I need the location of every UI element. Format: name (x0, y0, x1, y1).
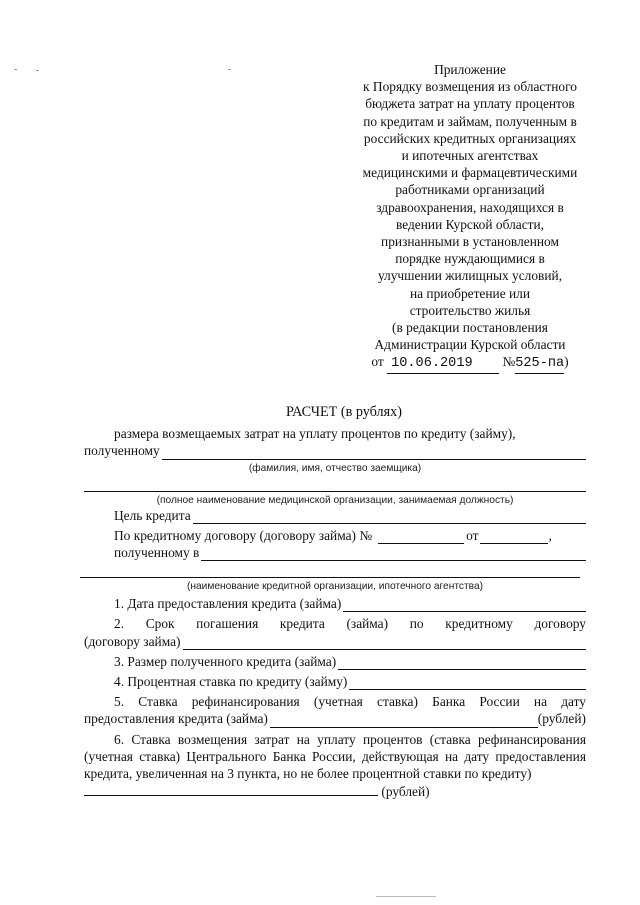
resolution-number: 525-па (515, 355, 564, 373)
item6-field[interactable] (84, 782, 378, 796)
lender-field[interactable] (80, 561, 580, 578)
date-prefix: от (371, 354, 384, 370)
purpose-label: Цель кредита (114, 507, 191, 523)
item5-row (84, 710, 586, 727)
appendix-line: к Порядку возмещения из областного (363, 79, 577, 95)
close-paren: ) (564, 354, 569, 370)
item1-label: 1. Дата предоставления кредита (займа) (114, 596, 342, 612)
item3-row (84, 653, 586, 670)
item1-field[interactable] (343, 598, 586, 612)
borrower-row (84, 442, 586, 459)
borrower-name-field[interactable] (162, 446, 586, 460)
contract-row (84, 527, 586, 544)
contract-comma: , (548, 527, 552, 543)
item3-field[interactable] (338, 656, 586, 670)
item2-field[interactable] (183, 636, 587, 650)
appendix-line: бюджета затрат на уплату процентов (365, 96, 575, 112)
appendix-line: и ипотечных агентствах (401, 148, 539, 164)
contract-date-field[interactable] (480, 530, 548, 544)
appendix-block (330, 61, 610, 374)
appendix-line: работниками организаций (395, 182, 545, 198)
item6-unit: (рублей) (381, 784, 430, 800)
received-in-row (84, 544, 586, 561)
contract-from-label: от (466, 527, 479, 543)
item1-row (84, 595, 586, 612)
appendix-date-line (330, 353, 610, 373)
item2-line1: 2. Срок погашения кредита (займа) по кредитному договору (114, 616, 586, 632)
purpose-field[interactable] (193, 510, 586, 524)
item6-text: 6. Ставка возмещения затрат на уплату процентов (ставка рефинансирования (учетная ставка) Центрального Банка России, действующая на дату предоставления кредита, увеличенная на 3 пункта, но не более процентной ставки по кредиту) (84, 731, 586, 782)
number-sign: № (502, 354, 516, 370)
received-in-label: полученному в (114, 545, 200, 561)
appendix-line: ведении Курской области, (395, 216, 544, 232)
appendix-line: признанными в установленном (381, 234, 559, 250)
form-title: РАСЧЕТ (в рублях) (286, 404, 402, 420)
received-in-field[interactable] (201, 547, 586, 561)
appendix-line: медицинскими и фармацевтическими (362, 165, 578, 181)
scan-speck (36, 70, 39, 71)
calculation-form (84, 404, 586, 800)
item5-field[interactable] (270, 714, 538, 728)
item3-label: 3. Размер полученного кредита (займа) (114, 653, 337, 669)
item2-row (84, 633, 586, 650)
item5-line2: предоставления кредита (займа) (84, 711, 268, 727)
received-label: полученному (84, 443, 160, 459)
scan-speck (376, 896, 436, 897)
appendix-line: порядке нуждающимися в (395, 251, 545, 267)
appendix-line: (в редакции постановления (392, 320, 548, 336)
scan-speck (14, 69, 17, 70)
caption-fio: (фамилия, имя, отчество заемщика) (248, 462, 422, 474)
appendix-line: на приобретение или (409, 285, 531, 301)
contract-number-field[interactable] (378, 530, 464, 544)
organization-field[interactable] (84, 475, 586, 492)
appendix-line: Администрации Курской области (374, 337, 566, 353)
item2-line2: (договору займа) (84, 633, 181, 649)
appendix-line: российских кредитных организациях (363, 130, 577, 146)
item6-row (84, 782, 586, 800)
item4-field[interactable] (349, 676, 586, 690)
item5-unit: (рублей) (537, 711, 586, 727)
appendix-line: здравоохранения, находящихся в (376, 199, 564, 215)
scan-speck (228, 69, 231, 70)
form-subtitle: размера возмещаемых затрат на уплату процентов по кредиту (займу), (114, 426, 516, 442)
resolution-date: 10.06.2019 (387, 355, 499, 373)
item5-line1: 5. Ставка рефинансирования (учетная ставка) Банка России на дату (114, 694, 586, 710)
item4-row (84, 673, 586, 690)
appendix-line: строительство жилья (409, 302, 531, 318)
appendix-line: улучшении жилищных условий, (377, 268, 563, 284)
caption-organization: (полное наименование медицинской организации, занимаемая должность) (156, 494, 514, 506)
purpose-row (84, 507, 586, 524)
contract-label: По кредитному договору (договору займа) № (114, 527, 373, 543)
item4-label: 4. Процентная ставка по кредиту (займу) (114, 674, 348, 690)
appendix-line: Приложение (434, 62, 506, 77)
caption-lender: (наименование кредитной организации, ипотечного агентства) (186, 581, 484, 593)
appendix-line: по кредитам и займам, полученным в (363, 113, 577, 129)
